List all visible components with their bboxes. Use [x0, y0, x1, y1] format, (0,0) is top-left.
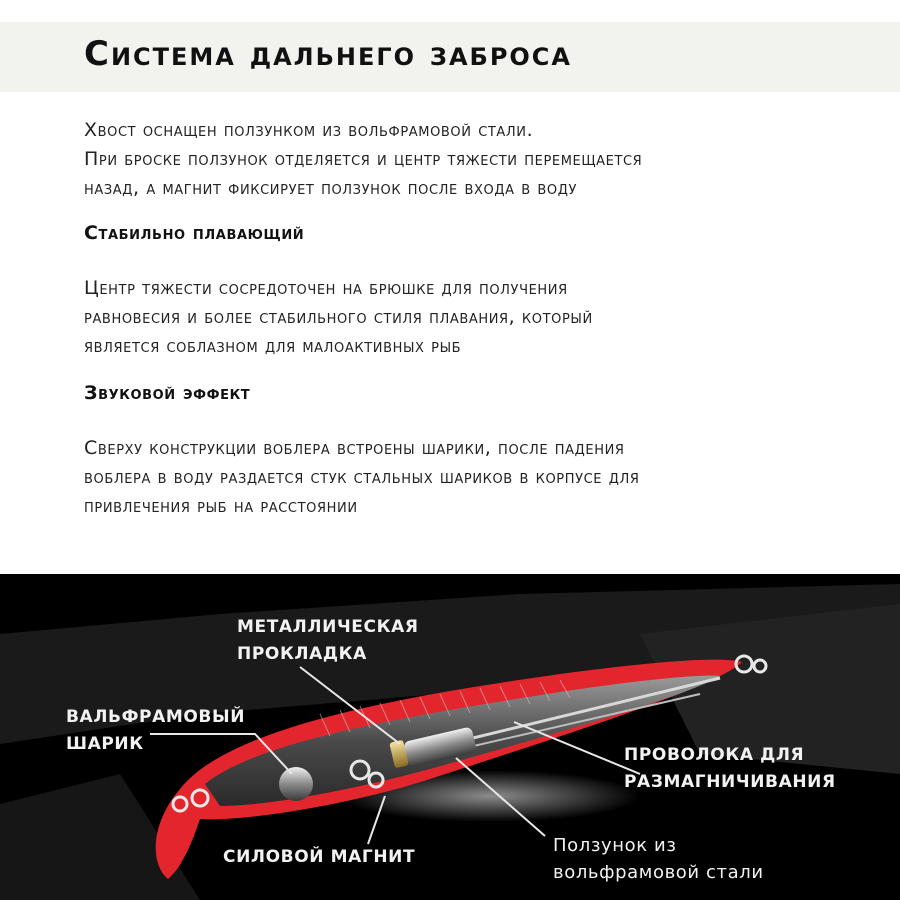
section-line: Сверху конструкции воблера встроены шарики, после падения [84, 437, 625, 459]
label-slider: Ползунок из вольфрамовой стали [553, 835, 764, 883]
tungsten-ball [279, 767, 313, 801]
intro-line: При броске ползунок отделяется и центр тяжести перемещается [84, 148, 643, 170]
section-paragraph-stable [84, 274, 864, 361]
intro-line: назад, а магнит фиксирует ползунок после входа в воду [84, 177, 578, 199]
section-line: является соблазном для малоактивных рыб [84, 335, 462, 357]
section-heading-stable: Стабильно плавающий [84, 222, 305, 244]
section-line: Центр тяжести сосредоточен на брюшке для получения [84, 277, 568, 299]
label-metal-pad: МЕТАЛЛИЧЕСКАЯ ПРОКЛАДКА [237, 617, 419, 664]
label-demagnetize-wire: ПРОВОЛОКА ДЛЯ РАЗМАГНИЧИВАНИЯ [624, 745, 836, 792]
page-title: Система дальнего заброса [84, 34, 572, 74]
section-line: равновесия и более стабильного стиля плавания, который [84, 306, 593, 328]
section-paragraph-sound [84, 434, 864, 521]
section-line: воблера в воду раздается стук стальных шариков в корпусе для [84, 466, 640, 488]
section-line: привлечения рыб на расстоянии [84, 495, 358, 517]
section-heading-sound: Звуковой эффект [84, 382, 251, 404]
lure-cutaway-photo [0, 574, 900, 900]
intro-line: Хвост оснащен ползунком из вольфрамовой стали. [84, 119, 534, 141]
label-magnet: СИЛОВОЙ МАГНИТ [223, 847, 416, 867]
label-tungsten-ball: ВАЛЬФРАМОВЫЙ ШАРИК [66, 707, 246, 754]
intro-paragraph [84, 116, 864, 203]
